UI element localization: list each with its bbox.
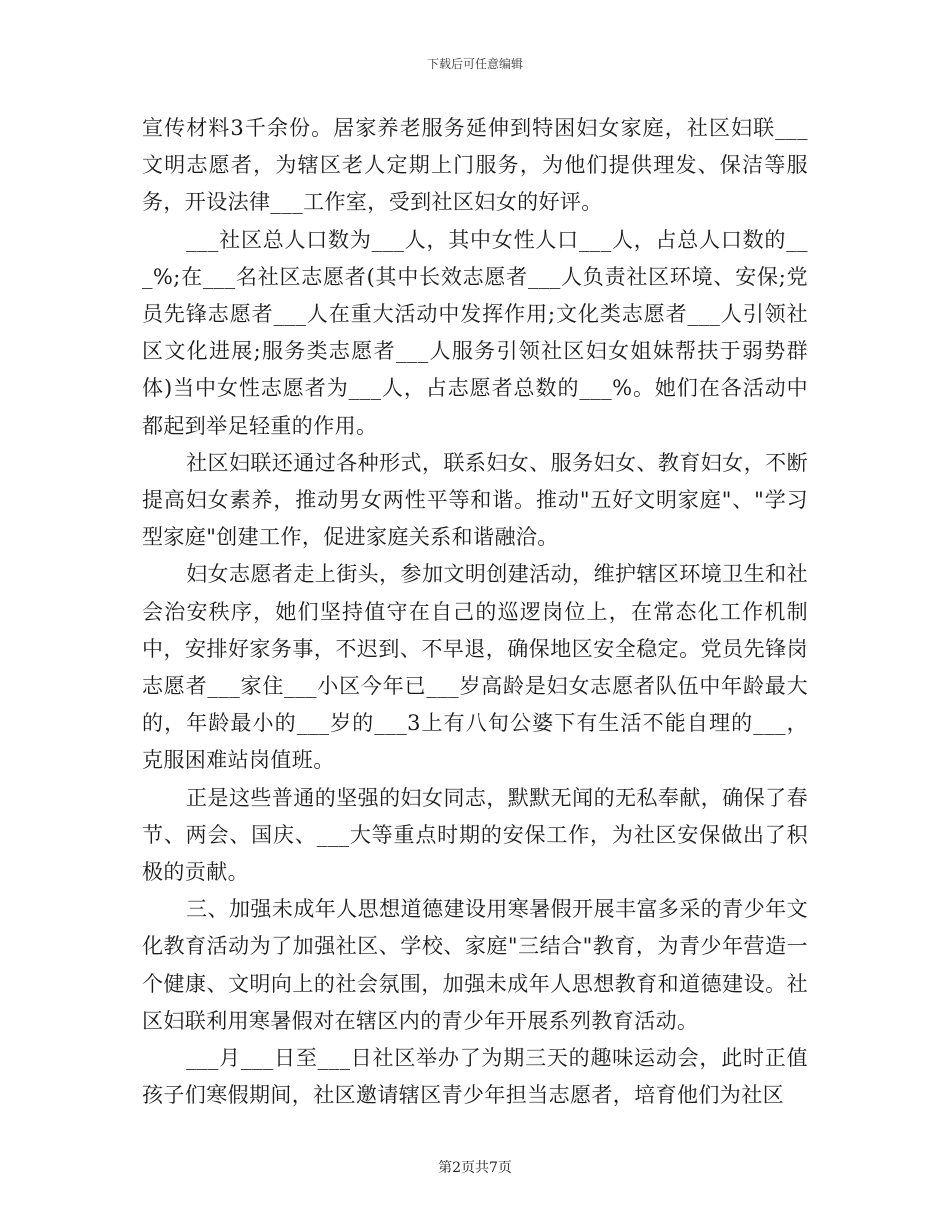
paragraph-6: 三、加强未成年人思想道德建设用寒暑假开展丰富多采的青少年文化教育活动为了加强社区、学校、家庭"三结合"教育，为青少年营造一个健康、文明向上的社会氛围，加强未成年人思想教育和道德建设。社区妇联利用寒暑假对在辖区内的青少年开展系列教育活动。 [142, 897, 808, 1033]
paragraph-3: 社区妇联还通过各种形式，联系妇女、服务妇女、教育妇女，不断提高妇女素养，推动男女两性平等和谐。推动"五好文明家庭"、"学习型家庭"创建工作，促进家庭关系和谐融洽。 [142, 450, 808, 550]
page-number-footer: 第2页共7页 [438, 1160, 512, 1176]
paragraph-4: 妇女志愿者走上街头，参加文明创建活动，维护辖区环境卫生和社会治安秩序，她们坚持值守在自己的巡逻岗位上，在常态化工作机制中，安排好家务事，不迟到、不早退，确保地区安全稳定。党员先锋岗志愿者___家住___小区今年已___岁高龄是妇女志愿者队伍中年龄最大的，年龄最小的___岁的___3上有八旬公婆下有生活不能自理的___，克服困难站岗值班。 [142, 562, 808, 773]
document-body [142, 110, 808, 1114]
paragraph-2: ___社区总人口数为___人，其中女性人口___人，占总人口数的___%;在___名社区志愿者(其中长效志愿者___人负责社区环境、安保;党员先锋志愿者___人在重大活动中发挥作用;文化类志愿者___人引领社区文化进展;服务类志愿者___人服务引领社区妇女姐妹帮扶于弱势群体)当中女性志愿者为___人，占志愿者总数的___%。她们在各活动中都起到举足轻重的作用。 [142, 227, 808, 438]
page-header-note: 下载后可任意编辑 [426, 57, 523, 71]
paragraph-5: 正是这些普通的坚强的妇女同志，默默无闻的无私奉献，确保了春节、两会、国庆、___大等重点时期的安保工作，为社区安保做出了积极的贡献。 [142, 785, 808, 885]
paragraph-1: 宣传材料3千余份。居家养老服务延伸到特困妇女家庭，社区妇联___文明志愿者，为辖区老人定期上门服务，为他们提供理发、保洁等服务，开设法律___工作室，受到社区妇女的好评。 [142, 116, 808, 215]
paragraph-7: ___月___日至___日社区举办了为期三天的趣味运动会，此时正值孩子们寒假期间，社区邀请辖区青少年担当志愿者，培育他们为社区 [142, 1046, 808, 1108]
